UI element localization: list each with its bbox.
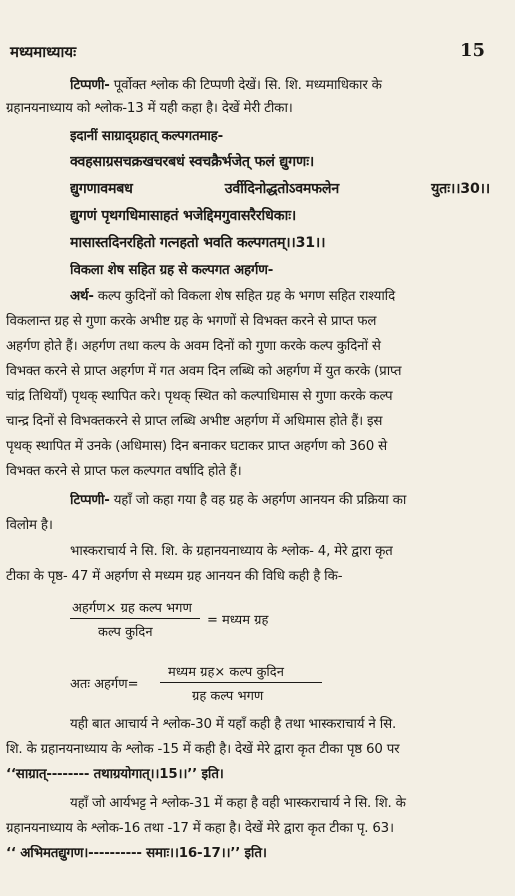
text-line: विकलान्त ग्रह से गुणा करके अभीष्ट ग्रह के भगणों से विभक्त करने से प्राप्त फल xyxy=(6,314,377,329)
text-line: चान्द्र दिनों से विभक्तकरने से प्राप्त लब्धि अभीष्ट अहर्गण में अधिमास होते हैं। इस xyxy=(6,414,383,429)
running-header xyxy=(10,40,485,66)
verse-line: द्युगणं पृथगधिमासाहतं भजेद्दिमगुवासरैरधिकाः। xyxy=(70,208,297,224)
formula-denominator: ग्रह कल्प भगण xyxy=(192,689,264,704)
text-line xyxy=(70,77,490,95)
text-line: यहाँ जो आर्यभट्ट ने श्लोक-31 में कहा है वही भास्कराचार्य ने सि. शि. के xyxy=(70,796,406,811)
text-line xyxy=(70,288,490,306)
text-line: पृथक् स्थापित में उनके (अधिमास) दिन बनाकर घटाकर प्राप्त अहर्गण को 360 से xyxy=(6,439,387,454)
text-line: अहर्गण होते हैं। अहर्गण तथा कल्प के अवम दिनों को गुणा करके कल्प कुदिनों से xyxy=(6,339,381,354)
meaning-label: अर्थ- xyxy=(70,289,94,304)
text-line: चांद्र तिथियाँ) पृथक् स्थापित करे। पृथक् स्थित को कल्पाधिमास से गुणा करके कल्प xyxy=(6,389,393,404)
text-line: भास्कराचार्य ने सि. शि. के ग्रहानयनाध्याय के श्लोक- 4, मेरे द्वारा कृत xyxy=(70,544,393,559)
text-line: शि. के ग्रहानयनाध्याय के श्लोक -15 में कही है। देखें मेरे द्वारा कृत टीका पृष्ठ 60 पर xyxy=(6,742,400,757)
formula-numerator: अहर्गण× ग्रह कल्प भगण xyxy=(72,601,192,616)
note-label: टिप्पणी- xyxy=(70,78,110,93)
text-line: विलोम है। xyxy=(6,518,53,533)
text-line: ग्रहानयनाध्याय के श्लोक-16 तथा -17 में कहा है। देखें मेरे द्वारा कृत टीका पृ. 63। xyxy=(6,821,394,836)
note-label: टिप्पणी- xyxy=(70,493,110,508)
chapter-title: मध्यमाध्यायः xyxy=(10,43,77,61)
formula-lhs: अतः अहर्गण= xyxy=(70,677,139,692)
quotation-line: ‘‘ अभिमतद्युगण।---------- समाः।।16-17।।’’ इति। xyxy=(6,846,267,861)
formula-denominator: कल्प कुदिन xyxy=(98,625,153,640)
fraction-bar xyxy=(70,618,200,619)
line-text: पूर्वोक्त श्लोक की टिप्पणी देखें। सि. शि. मध्यमाधिकार के xyxy=(109,78,382,93)
text-line: टीका के पृष्ठ- 47 में अहर्गण से मध्यम ग्रह आनयन की विधि कही है कि- xyxy=(6,569,343,584)
line-text: कल्प कुदिनों को विकला शेष सहित ग्रह के भगण सहित राश्यादि xyxy=(93,289,396,304)
formula-1 xyxy=(70,598,330,648)
line-text: यहाँ जो कहा गया है वह ग्रह के अहर्गण आनयन की प्रक्रिया का xyxy=(109,493,407,508)
verse-line: क्वहसाग्रसचक्रखचरबधं स्वचक्रैर्भजेत् फलं द्युगणः। xyxy=(70,154,315,170)
formula-numerator: मध्यम ग्रह× कल्प कुदिन xyxy=(168,665,284,680)
formula-result: = मध्यम ग्रह xyxy=(207,613,269,628)
quotation-line: ‘‘साग्रात्-------- तथाग्रयोगात्।।15।।’’ इति। xyxy=(6,767,224,782)
text-line xyxy=(70,492,490,510)
text-line: विभक्त करने से प्राप्त अहर्गण में गत अवम दिन लब्धि को अहर्गण में युत करके (प्राप्त xyxy=(6,364,402,379)
section-heading: विकला शेष सहित ग्रह से कल्पगत अहर्गण- xyxy=(70,263,274,278)
verse-line xyxy=(70,180,490,198)
text-line: ग्रहानयनाध्याय को श्लोक-13 में यही कहा है। देखें मेरी टीका। xyxy=(6,101,293,116)
page-number: 15 xyxy=(459,40,485,61)
verse-line: मासास्तदिनरहितो गत्नहतो भवति कल्पगतम्।।31।। xyxy=(70,235,326,251)
verse-intro: इदानीं साग्राद्ग्रहात् कल्पगतमाह- xyxy=(70,129,223,144)
formula-2 xyxy=(70,662,350,708)
verse-part: द्युगणावमबध xyxy=(70,181,133,197)
verse-part: उर्वीदिनोद्धतोऽवमफलेन xyxy=(224,181,340,197)
text-line: विभक्त करने से प्राप्त फल कल्पगत वर्षादि होते हैं। xyxy=(6,464,242,479)
fraction-bar xyxy=(160,682,322,683)
text-line: यही बात आचार्य ने श्लोक-30 में यहाँ कही है तथा भास्कराचार्य ने सि. xyxy=(70,717,397,732)
verse-part: युतः।।30।। xyxy=(431,181,490,197)
